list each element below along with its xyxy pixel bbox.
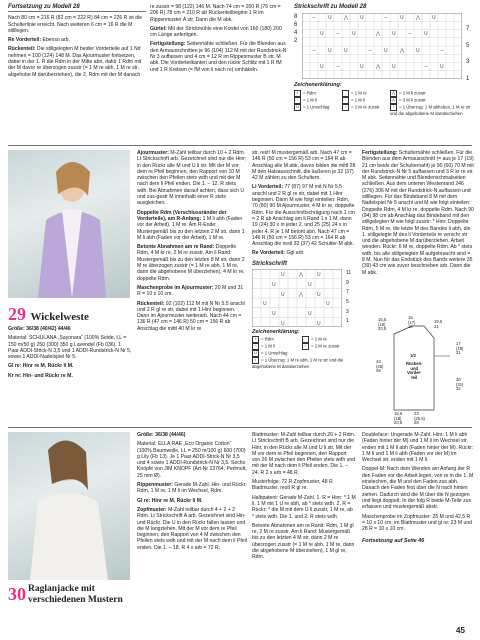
svg-text:−: − [312,15,317,21]
model-29-col1 [8,326,133,382]
legend-col-3: ⋀ = 2 M li zusstr ⋀ = 3 M li zusstr \ = 1 Überzug: 1 M abheben, 1 M re str und die abgehobene M darüberziehen [390,90,471,117]
chart-title: Strickschrift [252,260,288,267]
model-29-col3 [252,150,356,369]
measure: 19,5 21 [434,319,443,329]
paragraph: Maschenprobe im Ajourmuster: 20 M und 31 R = 10 x 10 cm. [137,284,244,298]
legend-col-1: + = Rdm − = 1 M li U = 1 Umschlag [294,90,342,116]
svg-text:U: U [281,292,285,299]
paragraph: Re Vorderteil: Ggl arb. [252,250,305,257]
paragraph: Halbpatent: Gerade M-Zahl. 1. R = Hinr: * 1 M li, 1 M mit 1 U re abh, ab * stets wdh. 2. R = Rückr: * die M mit dem U li zusstr, 1 M re, ab * stets wdh. Die 1. und 2. R stets wdh. [252,494,356,520]
legend-title: Zeichenerklärung: [294,82,342,88]
legend-col-2: = 1 M re − = 1 M li / = 2 M re zusstr [342,90,390,116]
measure: 16 (17) 18 [408,315,416,330]
top-right-chart-section [294,4,474,116]
section-divider [8,427,472,428]
paragraph: Musterfolge: 72 R Zopfmuster, 48 R Blattmuster, restl R gl re. [252,479,333,492]
svg-text:U: U [424,31,428,37]
svg-text:U: U [416,48,420,54]
svg-text:−: − [440,48,445,54]
model-30-photo [8,432,130,580]
paragraph: re zusstr = 98 (122) 146 M. Nach 74 cm = 200 R (76 cm = 206 R) 78 cm = 210 R ab Rückenteilbeginn 1 R im Rippenmuster A str. Dann die M abk. [150,4,281,23]
symbol-box: + [294,90,301,97]
paragraph: Doppel-M: Nach dem Wenden am Anfang der R den Faden vor die Arbeit legen, von re in die 1. M einstechen, die M und den Faden zus abh. Danach den Faden fest über die N nach hinten ziehen. Dadurch wird die M über die N gezogen und liegt doppelt. In der folg R beide M-Teile zus erfassen und mustergemäß abstr. [362,466,474,511]
svg-text:⋀: ⋀ [416,15,421,21]
symbol-box: U [252,350,259,357]
model-29-photo [8,150,130,298]
svg-text:U: U [328,48,332,54]
size: Größe: 36/38 (40/42) 44/46 [8,326,71,332]
svg-text:−: − [408,31,413,37]
knit-grid [252,269,342,327]
paragraph: Fertigstellung: Seitennähte schließen. Für die Blenden aus den Armausschnitten je 96 (104) 112 M mit der Rundstrick-N Nr 3 auffassen und 4 cm = 12 R im Rippenmuster B str. M abk. Die Vorderteilkanten und den rücke Schlitz mit 1 R fM und 1 R Krebsm (= fM von li nach re) umhäkeln. [150,41,287,73]
svg-text:U: U [360,15,364,21]
chart-heading: Strickschrift zu Modell 28 [294,4,367,10]
legend-29: + = Rdm = 1 M re − = 1 M li / = 2 M re zusstr U = 1 Umschlag \ = 1 Überzug: 1 M re abh, 1 M re str und die abgehobene M darüberziehen [252,336,344,370]
measure: 43 (46) 49 [376,359,384,374]
paragraph: Doppelte Rdm (Verschlussränder der Vorderteile), am R-Anfang: 1 M li abh (Faden vor der Arbeit), 1 M re. Am R-Ende: Mustergemäß bis zu den letzten 2 M str, dann 1 M li abh (Faden vor der Arbeit), 1 M re. [137,209,245,241]
svg-text:U: U [440,64,444,70]
measure: 23 (25,5) 28 [414,411,425,426]
page-number: 45 [456,626,465,635]
material: Material: ELLA RAE „Eco Organic Cotton“ (100% Baumwolle, LL = 250 m/100 g) 600 (700) g Lily (Fb 13). Je 1 Paar ADDI-Strick-N Nr 3,5 und 4 sowie 1 ADDI-Rundstrick-N Nr 3,5. Sechs Knöpfe von JIM KNOPF (Art-Nr 13764, Perlmutt, 25 mm Ø). [137,441,247,479]
symbol-box: / [342,104,349,111]
svg-text:U: U [344,48,348,54]
svg-text:U: U [308,282,312,289]
svg-text:U: U [317,292,321,299]
chart-row-numbers: 11 9 7 5 3 1 [346,270,352,325]
size: Größe: 36/38 (44/46) [137,432,186,438]
symbol-box: U [294,104,301,111]
symbol-box: − [294,97,301,104]
paragraph: Rippenmuster: Gerade M-Zahl. Hin- und Rückr: Rdm, 1 M re, 1 M li im Wechsel, Rdm. [137,482,247,495]
svg-text:⋀: ⋀ [299,292,304,299]
measure: 1/2 [410,353,416,358]
svg-text:U: U [320,64,324,70]
svg-text:−: − [336,31,341,37]
paragraph: Re Vorderteil: Ebenso arb. [8,37,70,44]
symbol-box: \ [252,357,259,364]
paragraph: Fertigstellung: Schulternähte schließen. Für die Blenden aus dem Armausschnitt (= aus je 17 (19) 21 cm beids der Schulternaht) je 90 (60) 70 M mit der Rundstrick-N Nr 5 auffassen und 3 R kr re str. M abk. Seitennähte und Blendenschmalseiten schließen. Aus dem unteren Westenrand 246 (276) 306 M mit der Rundstrick-N auffassen und stilllegen. Für das Bindeband 8 M mit dem Nadelspiel Nr 5 anschl und M wie folgt einteilen: Doppelte Rdm, 4 M kr re, doppelte Rdm. Nach 90 (94) 98 cm ab Anschlag das Bindeband mit den stillgelegten M wie folgt zusstr: * Hinr: Doppelte Rdm, 5 M re, die letzte M des Bandes li abh, die 1. stillgelegte M des li Vorderteils re verschr str und die abgehobene M darüberziehen. Arbeit wenden. Rückr: 6 M re, doppelte Rdm. Ab * stets wdh, bis alle stillgelegten M aufgebraucht sind = 8 M. Nun für das Endstück des Bands weitere 35 (39) 43 cm wie zuvor beschrieben arb. Dann die M abk. [362,150,474,276]
symbol-box: + [252,336,259,343]
paragraph: Gürtel: Mit der Strickmühle eine Kordel von 160 (180) 200 cm Länge anfertigen. [150,25,282,39]
model-name: Wickelweste [30,311,89,323]
model-name: Raglanjacke mit verschiedenen Mustern [28,584,123,605]
top-mid-column [150,4,288,76]
knit-grid [302,13,462,79]
piece-label: Rücken- und Vorder- teil [406,361,423,380]
paragraph: Nach 80 cm = 216 R (82 cm = 222 R) 84 cm = 226 R ist die Schulterlinie erreicht. Nach weiteren 6 cm = 16 R die M stilllegen. [8,15,143,34]
model-29-col2 [137,150,247,335]
measure: 15,5 (18) 20,5 [394,411,403,426]
schematic-29 [372,316,476,426]
kr-re: Kr re: Hin- und Rückr re M. [8,372,73,379]
legend-title: Zeichenerklärung: [252,329,300,336]
paragraph: Betonte Abnahmen am re Rand: Rdm, 1 M gl re, 2 M re zusstr. Am li Rand: Mustergemäß bis zu den letzten 4 M str, dann 2 M re überzogen zusstr (= 1 M re abh, 1 M re, dann die abgehobene M überziehen), 1 M gl re, Rdm. [252,522,355,561]
model-30-title: 30 Raglanjacke mit verschiedenen Mustern [8,584,133,606]
symbol-box: − [252,343,259,350]
svg-text:⋀: ⋀ [376,31,381,37]
svg-text:U: U [281,321,285,328]
svg-text:−: − [312,48,317,54]
symbol-box: − [342,97,349,104]
svg-text:⋀: ⋀ [376,64,381,70]
svg-text:U: U [281,272,285,279]
svg-text:U: U [432,15,436,21]
symbol-box: / [302,343,309,350]
svg-text:U: U [320,31,324,37]
continuation-note: Fortsetzung auf Seite 46 [362,538,425,545]
paragraph: Ajourmuster: M-Zahl teilbar durch 10 + 2 Rdm. Lt Strickschrift arb. Gezeichnet sind nur die Hinr; in den Rückr alle M und U li str. Mit der M vor dem re Pfeil beginnen, den Rapport von 10 M zwischen den Pfeilen stets wdh und mit der M nach dem li Pfeil enden. Die 1. – 12. R stets wdh. Bei Abnahmen darauf achten, dass sich U und zus-gestr M innerhalb einer R stets ausgleichen. [137,150,247,207]
symbol-box [342,90,349,97]
paragraph: Blattmuster: M-Zahl teilbar durch 26 + 2 Rdm. Lt Strickschrift B arb. Gezeichnet sind nur die Hinr, in den Rückr alle M und U li str. Mit der M vor dem re Pfeil beginnen, den Rapport von 26 M zwischen den Pfeilen stets wdh und mit der M nach dem li Pfeil enden. Die 1. – 24. R 2 x arb = 48 R. [252,432,356,476]
svg-text:U: U [392,64,396,70]
svg-text:−: − [424,64,429,70]
woman-cardigan-illustration [8,150,130,298]
gl-re: Gl re: Hinr re M, Rückr li M. [137,497,203,504]
symbol-box: ⋀ [390,97,397,104]
svg-text:U: U [326,301,330,308]
svg-text:⋀: ⋀ [400,48,405,54]
svg-text:U: U [263,301,267,308]
svg-text:U: U [352,31,356,37]
model-29-title: 29 Wickelweste [8,304,89,324]
section-divider [8,145,472,146]
knit-chart-29 [252,269,356,329]
svg-text:U: U [308,311,312,318]
svg-text:⋀: ⋀ [299,272,304,279]
paragraph: str, rest! M mustergemäß arb. Nach 47 cm = 146 R (50 cm = 156 R) 53 cm = 164 R ab Anschlag alle M abk, davon bilden die mittl 28 M den Halsausschnitt, die äußeren je 32 (37) 42 M zählen zu den Schultern. [252,150,356,182]
svg-text:U: U [272,282,276,289]
chart-row-numbers-right: 7 5 3 1 [466,26,470,82]
svg-text:U: U [317,321,321,328]
measure: 15,5 (18) 20,5 [378,317,387,332]
svg-text:⋀: ⋀ [344,15,349,21]
gl-re: Gl re: Hinr re M, Rückr li M. [8,363,74,370]
legend-28 [294,82,474,116]
paragraph: Maschenprobe im Zopfmuster: 25 M und 42,5 R = 10 x 10 cm; im Blattmuster und gl re: 23 M und 28 R = 10 x 10 cm. [362,513,472,533]
svg-text:−: − [384,15,389,21]
model-30-col4 [362,432,474,548]
paragraph: Rückenteil: 92 (102) 112 M mit N Nr 5,5 anschl und 2 R gl re str, dabei mit 1 Hinr beginnen. Dann im Ajourmuster weiterarb. Nach 44 cm = 136 R (47 cm = 146 R) 50 cm = 156 R ab Anschlag die mittl 40 M kr re [137,300,245,332]
svg-text:−: − [368,48,373,54]
paragraph: Betonte Abnahmen am re Rand: Doppelte Rdm, 4 M kr re, 2 M re zusstr. Am li Rand: Mustergemäß bis zu den letzten 8 M str, dann 2 M re überzogen zusstr (= 1 M re abh, 1 M re, dann die abgehobene M überziehen), 4 M kr re, doppelte Rdm. [137,244,245,282]
paragraph: Doubleface: Ungerade M-Zahl. Hinr: 1 M li abh (Faden hinter der M) und 1 M li im Wechsel str, enden mit 1 M li abh (Faden hinter der M). Rückr: 1 M li und 1 M li abh (Faden vor der M) im Wechsel str, enden mit 1 M li. [362,432,474,464]
svg-text:U: U [272,311,276,318]
model-29-col4 [362,150,474,279]
woman-jacket-illustration [8,432,130,580]
svg-text:U: U [360,64,364,70]
paragraph: Zopfmuster: M-Zahl teilbar durch 4 + 2 + 2 Rdm. Lt Strickschrift A arb. Gezeichnet sind Hin- und Rückr. Die U in den Rückr fallen lassen und die M langziehen. Mit der M vor dem re Pfeil beginnen, den Rapport von 4 M zwischen den Pfeilen stets wdh und mit der M nach dem li Pfeil enden. Die 1. – 18. R 4 x arb = 72 R. [137,506,247,551]
continuation-heading: Fortsetzung zu Modell 28 [8,4,146,12]
measure: 17 (19) 21 [456,341,464,356]
symbol-box: \ [390,104,397,111]
svg-text:U: U [328,15,332,21]
svg-text:−: − [336,64,341,70]
svg-text:U: U [317,272,321,279]
model-30-col2 [137,432,247,554]
measure: 30 (31) 32 [456,377,464,392]
svg-text:U: U [400,15,404,21]
symbol-box: ⋀ [390,90,397,97]
symbol-box [302,336,309,343]
material: Material: SCHULANA „Sayonara“ (100% Seide, LL = 150 m/50 g) 250 (300) 350 g Lavendel (Fb 036). 1 Paar ADDI-Strick-N 3,5 und 1 ADDI-Rundstrick-N Nr 5, sowie 1 ADDI-Nadelspiel Nr 5. [8,335,132,361]
paragraph: Li Vorderteil: 77 (87) 97 M mit N Nr 5,5 anschl und 2 R gl re str, dabei mit 1 Hinr beginnen. Dann M wie folgt einteilen: Rdm, 70 (80) 90 M Ajourmuster, 4 M kr re, doppelte Rdm. Für die Ausschnittschrägung nach 1 cm = 2 R ab Anschlag am li Rand 1 x 1 M, dann 19 (24) 30 x in jeder 2. und 25 (25) 24 x in jeder 4. R je 1 M betont abn. Nach 47 cm = 146 R (50 cm = 156 R) 53 cm = 164 R ab Anschlag die restl 32 (37) 42 Schulter-M abk. [252,184,355,248]
top-left-column [8,4,146,81]
paragraph: Rückenteil: Die stillgelegten M beider Vorderteile auf 1 Nd nehmen = 100 (124) 148 M. Das Ajourmuster fortsetzen, dabei in der 1. R die Rdm in der Mitte abn, dafür 1 Rdm mit der M davor re überzogen zusstr (= 1 M re abh, 1 M re str, abgehobe M darüberziehen), die 2. Rdm mit der M danach [8,46,142,78]
model-30-col3 [252,432,356,564]
svg-text:U: U [384,48,388,54]
chart-row-numbers-left: 8 6 4 2 [294,14,298,44]
svg-text:U: U [392,31,396,37]
schematic-drawing [372,316,476,426]
